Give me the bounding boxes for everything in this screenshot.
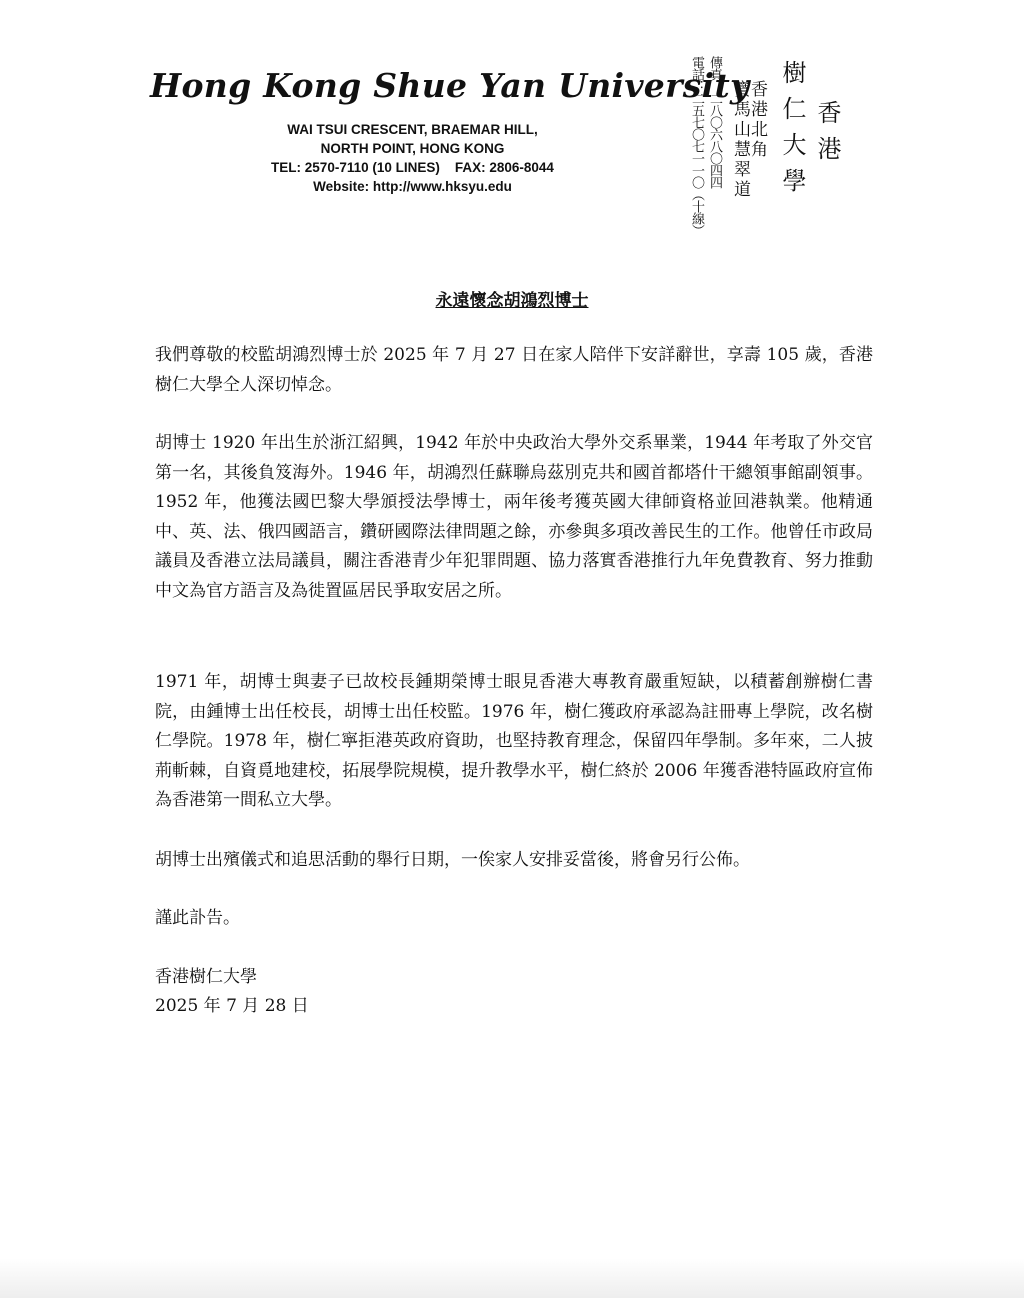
address-zh-line-1: 香港北角 xyxy=(747,80,767,160)
paragraph-biography: 胡博士 1920 年出生於浙江紹興，1942 年於中央政治大學外交系畢業，1944 年考取了外交官第一名，其後負笈海外。1946 年，胡鴻烈任蘇聯烏茲別克共和國首都塔什干總領事館副領事。1952 年，他獲法國巴黎大學頒授法學博士，兩年後考獲英國大律師資格並回港執業。他精通中、英、法、俄四國語言，鑽研國際法律問題之餘，亦參與多項改善民生的工作。他曾任市政局議員及香港立法局議員，關注香港青少年犯罪問題、協力落實香港推行九年免費教育、努力推動中文為官方語言及為徙置區居民爭取安居之所。 xyxy=(155,433,873,601)
contact-line: TEL: 2570-7110 (10 LINES) FAX: 2806-8044 xyxy=(271,160,554,175)
address-line-2: NORTH POINT, HONG KONG xyxy=(320,141,505,156)
closing: 謹此訃告。 xyxy=(155,908,240,928)
telephone-zh: 電話：二五七〇七一一〇（十線） xyxy=(689,56,704,236)
university-name-zh-line-2: 樹仁大學 xyxy=(778,60,806,204)
address-zh-line-2: 寶馬山慧翠道 xyxy=(730,80,750,200)
fax-zh: 傳真：二八〇六八〇四四 xyxy=(707,56,722,188)
notice-date: 2025 年 7 月 28 日 xyxy=(155,996,309,1016)
university-name-zh-line-1: 香港 xyxy=(813,100,841,172)
notice-title: 永遠懷念胡鴻烈博士 xyxy=(435,291,589,311)
paragraph-announcement: 我們尊敬的校監胡鴻烈博士於 2025 年 7 月 27 日在家人陪伴下安詳辭世，享壽 105 歲，香港樹仁大學仝人深切悼念。 xyxy=(155,345,873,395)
paragraph-funeral: 胡博士出殯儀式和追思活動的舉行日期，一俟家人安排妥當後，將會另行公佈。 xyxy=(155,850,750,870)
page-bottom-shadow xyxy=(0,1258,1024,1298)
letterhead-address xyxy=(150,120,675,196)
signatory: 香港樹仁大學 xyxy=(155,967,257,987)
address-line-1: WAI TSUI CRESCENT, BRAEMAR HILL, xyxy=(287,122,538,137)
website-line: Website: http://www.hksyu.edu xyxy=(313,179,512,194)
university-name-en: Hong Kong Shue Yan University xyxy=(150,66,750,105)
paragraph-founding: 1971 年，胡博士與妻子已故校長鍾期榮博士眼見香港大專教育嚴重短缺，以積蓄創辦樹仁書院，由鍾博士出任校長，胡博士出任校監。1976 年，樹仁獲政府承認為註冊專上學院，改名樹仁學院。1978 年，樹仁寧拒港英政府資助，也堅持教育理念，保留四年學制。多年來，二人披荊斬棘，自資覓地建校，拓展學院規模，提升教學水平，樹仁終於 2006 年獲香港特區政府宣佈為香港第一間私立大學。 xyxy=(155,672,873,810)
